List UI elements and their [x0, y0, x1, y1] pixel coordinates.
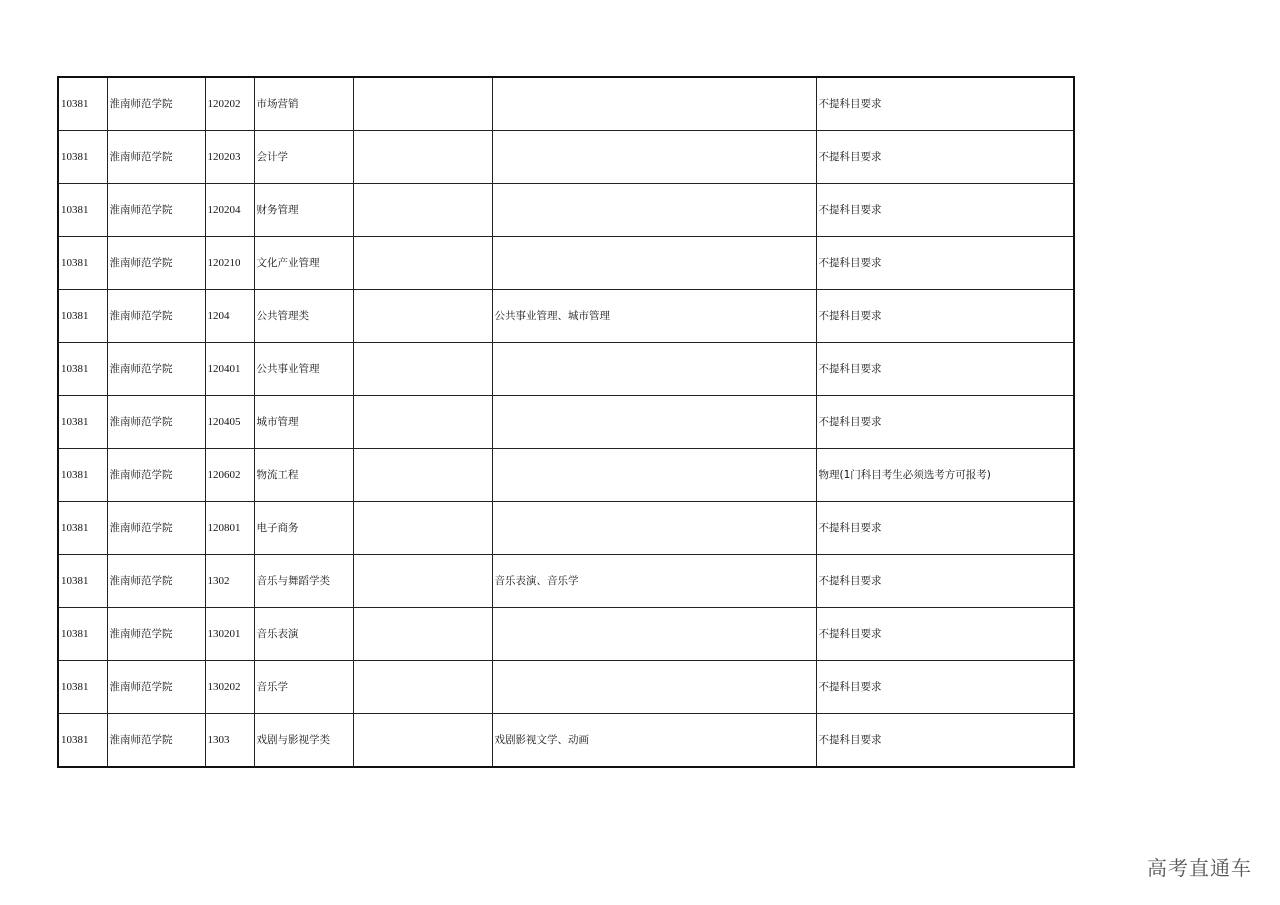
subject-requirement-cell: 不提科目要求 — [816, 290, 1074, 343]
subject-requirement-table — [57, 76, 1075, 768]
level-cell — [353, 343, 492, 396]
table-row — [58, 184, 1074, 237]
level-cell — [353, 77, 492, 131]
school-name-cell: 淮南师范学院 — [107, 396, 205, 449]
level-cell — [353, 555, 492, 608]
subject-requirement-cell: 物理(1门科目考生必须选考方可报考) — [816, 449, 1074, 502]
table-row — [58, 449, 1074, 502]
table-row — [58, 714, 1074, 768]
subject-requirement-cell: 不提科目要求 — [816, 237, 1074, 290]
school-code-cell: 10381 — [58, 608, 107, 661]
major-code-cell: 120801 — [205, 502, 254, 555]
school-code-cell: 10381 — [58, 343, 107, 396]
subject-requirement-cell: 不提科目要求 — [816, 714, 1074, 768]
table-row — [58, 131, 1074, 184]
school-name-cell: 淮南师范学院 — [107, 237, 205, 290]
table-row — [58, 343, 1074, 396]
level-cell — [353, 449, 492, 502]
major-code-cell: 1303 — [205, 714, 254, 768]
includes-majors-cell: 戏剧影视文学、动画 — [492, 714, 816, 768]
major-code-cell: 1204 — [205, 290, 254, 343]
table-row — [58, 290, 1074, 343]
includes-majors-cell — [492, 661, 816, 714]
major-name-cell: 公共管理类 — [254, 290, 353, 343]
table-row — [58, 396, 1074, 449]
school-name-cell: 淮南师范学院 — [107, 343, 205, 396]
major-name-cell: 会计学 — [254, 131, 353, 184]
subject-requirement-cell: 不提科目要求 — [816, 555, 1074, 608]
includes-majors-cell — [492, 608, 816, 661]
watermark-text: 高考直通车 — [1147, 856, 1252, 880]
school-code-cell: 10381 — [58, 131, 107, 184]
table-body — [58, 77, 1074, 767]
major-code-cell: 120405 — [205, 396, 254, 449]
includes-majors-cell — [492, 502, 816, 555]
level-cell — [353, 661, 492, 714]
subject-requirement-cell: 不提科目要求 — [816, 131, 1074, 184]
major-name-cell: 音乐学 — [254, 661, 353, 714]
major-code-cell: 120203 — [205, 131, 254, 184]
subject-requirement-cell: 不提科目要求 — [816, 184, 1074, 237]
subject-requirement-cell: 不提科目要求 — [816, 396, 1074, 449]
school-code-cell: 10381 — [58, 449, 107, 502]
major-code-cell: 120202 — [205, 77, 254, 131]
subject-requirement-cell: 不提科目要求 — [816, 661, 1074, 714]
major-name-cell: 财务管理 — [254, 184, 353, 237]
level-cell — [353, 608, 492, 661]
major-name-cell: 音乐与舞蹈学类 — [254, 555, 353, 608]
subject-requirement-cell: 不提科目要求 — [816, 343, 1074, 396]
school-code-cell: 10381 — [58, 396, 107, 449]
table-row — [58, 608, 1074, 661]
school-name-cell: 淮南师范学院 — [107, 661, 205, 714]
includes-majors-cell — [492, 237, 816, 290]
subject-requirement-cell: 不提科目要求 — [816, 77, 1074, 131]
includes-majors-cell — [492, 184, 816, 237]
major-code-cell: 130201 — [205, 608, 254, 661]
major-name-cell: 电子商务 — [254, 502, 353, 555]
school-name-cell: 淮南师范学院 — [107, 131, 205, 184]
school-name-cell: 淮南师范学院 — [107, 184, 205, 237]
level-cell — [353, 184, 492, 237]
school-name-cell: 淮南师范学院 — [107, 608, 205, 661]
subject-requirement-cell: 不提科目要求 — [816, 608, 1074, 661]
major-code-cell: 120204 — [205, 184, 254, 237]
includes-majors-cell — [492, 449, 816, 502]
school-code-cell: 10381 — [58, 661, 107, 714]
major-code-cell: 120210 — [205, 237, 254, 290]
major-name-cell: 公共事业管理 — [254, 343, 353, 396]
major-name-cell: 戏剧与影视学类 — [254, 714, 353, 768]
school-name-cell: 淮南师范学院 — [107, 449, 205, 502]
school-name-cell: 淮南师范学院 — [107, 77, 205, 131]
table-row — [58, 237, 1074, 290]
major-name-cell: 文化产业管理 — [254, 237, 353, 290]
includes-majors-cell — [492, 396, 816, 449]
major-name-cell: 音乐表演 — [254, 608, 353, 661]
school-code-cell: 10381 — [58, 237, 107, 290]
level-cell — [353, 131, 492, 184]
level-cell — [353, 290, 492, 343]
major-name-cell: 市场营销 — [254, 77, 353, 131]
includes-majors-cell: 音乐表演、音乐学 — [492, 555, 816, 608]
school-code-cell: 10381 — [58, 555, 107, 608]
school-code-cell: 10381 — [58, 184, 107, 237]
school-name-cell: 淮南师范学院 — [107, 290, 205, 343]
school-code-cell: 10381 — [58, 77, 107, 131]
school-code-cell: 10381 — [58, 714, 107, 768]
includes-majors-cell: 公共事业管理、城市管理 — [492, 290, 816, 343]
includes-majors-cell — [492, 77, 816, 131]
major-name-cell: 城市管理 — [254, 396, 353, 449]
level-cell — [353, 396, 492, 449]
table-row — [58, 502, 1074, 555]
school-name-cell: 淮南师范学院 — [107, 714, 205, 768]
table-row — [58, 555, 1074, 608]
level-cell — [353, 237, 492, 290]
level-cell — [353, 502, 492, 555]
table-row — [58, 77, 1074, 131]
school-code-cell: 10381 — [58, 502, 107, 555]
school-code-cell: 10381 — [58, 290, 107, 343]
major-code-cell: 1302 — [205, 555, 254, 608]
school-name-cell: 淮南师范学院 — [107, 555, 205, 608]
includes-majors-cell — [492, 131, 816, 184]
major-code-cell: 130202 — [205, 661, 254, 714]
subject-requirement-cell: 不提科目要求 — [816, 502, 1074, 555]
major-code-cell: 120602 — [205, 449, 254, 502]
includes-majors-cell — [492, 343, 816, 396]
table-row — [58, 661, 1074, 714]
school-name-cell: 淮南师范学院 — [107, 502, 205, 555]
major-code-cell: 120401 — [205, 343, 254, 396]
level-cell — [353, 714, 492, 768]
major-name-cell: 物流工程 — [254, 449, 353, 502]
